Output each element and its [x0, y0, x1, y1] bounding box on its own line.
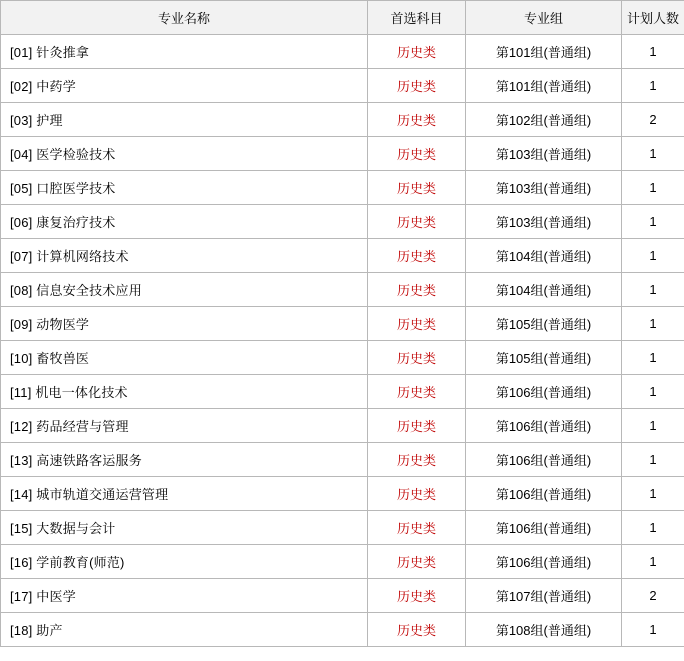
table-row	[1, 239, 684, 273]
cell-first-subject: 历史类	[368, 545, 466, 579]
table-row	[1, 511, 684, 545]
cell-major-group: 第103组(普通组)	[466, 137, 622, 171]
cell-first-subject: 历史类	[368, 477, 466, 511]
column-header-major-name: 专业名称	[1, 1, 368, 35]
cell-major-group: 第101组(普通组)	[466, 69, 622, 103]
cell-major-name: [05] 口腔医学技术	[1, 171, 368, 205]
table-row	[1, 613, 684, 647]
cell-plan-count: 1	[622, 35, 684, 69]
cell-first-subject: 历史类	[368, 409, 466, 443]
cell-major-name: [09] 动物医学	[1, 307, 368, 341]
cell-plan-count: 1	[622, 511, 684, 545]
cell-major-group: 第104组(普通组)	[466, 273, 622, 307]
cell-major-group: 第103组(普通组)	[466, 171, 622, 205]
cell-plan-count: 1	[622, 341, 684, 375]
cell-plan-count: 1	[622, 375, 684, 409]
cell-major-group: 第104组(普通组)	[466, 239, 622, 273]
table-header-row	[1, 1, 684, 35]
cell-first-subject: 历史类	[368, 375, 466, 409]
cell-plan-count: 1	[622, 307, 684, 341]
table-row	[1, 443, 684, 477]
cell-major-group: 第103组(普通组)	[466, 205, 622, 239]
cell-plan-count: 1	[622, 443, 684, 477]
table-row	[1, 579, 684, 613]
table-row	[1, 409, 684, 443]
cell-major-group: 第106组(普通组)	[466, 477, 622, 511]
cell-first-subject: 历史类	[368, 579, 466, 613]
cell-plan-count: 1	[622, 239, 684, 273]
cell-major-group: 第106组(普通组)	[466, 375, 622, 409]
table-body	[1, 35, 684, 647]
cell-first-subject: 历史类	[368, 103, 466, 137]
cell-first-subject: 历史类	[368, 239, 466, 273]
cell-major-name: [17] 中医学	[1, 579, 368, 613]
cell-major-name: [02] 中药学	[1, 69, 368, 103]
cell-major-name: [14] 城市轨道交通运营管理	[1, 477, 368, 511]
cell-major-name: [11] 机电一体化技术	[1, 375, 368, 409]
cell-plan-count: 2	[622, 579, 684, 613]
table-row	[1, 375, 684, 409]
cell-major-name: [08] 信息安全技术应用	[1, 273, 368, 307]
column-header-major-group: 专业组	[466, 1, 622, 35]
cell-first-subject: 历史类	[368, 307, 466, 341]
cell-first-subject: 历史类	[368, 137, 466, 171]
cell-plan-count: 1	[622, 545, 684, 579]
cell-first-subject: 历史类	[368, 171, 466, 205]
cell-major-group: 第105组(普通组)	[466, 307, 622, 341]
cell-major-name: [18] 助产	[1, 613, 368, 647]
cell-major-name: [06] 康复治疗技术	[1, 205, 368, 239]
cell-major-name: [15] 大数据与会计	[1, 511, 368, 545]
table-row	[1, 69, 684, 103]
cell-major-group: 第106组(普通组)	[466, 409, 622, 443]
cell-plan-count: 1	[622, 137, 684, 171]
cell-plan-count: 1	[622, 409, 684, 443]
table-row	[1, 341, 684, 375]
cell-major-name: [10] 畜牧兽医	[1, 341, 368, 375]
cell-plan-count: 1	[622, 69, 684, 103]
cell-major-name: [16] 学前教育(师范)	[1, 545, 368, 579]
cell-first-subject: 历史类	[368, 511, 466, 545]
table-row	[1, 35, 684, 69]
cell-plan-count: 2	[622, 103, 684, 137]
cell-major-name: [13] 高速铁路客运服务	[1, 443, 368, 477]
cell-plan-count: 1	[622, 205, 684, 239]
table-row	[1, 171, 684, 205]
table-row	[1, 307, 684, 341]
table-row	[1, 137, 684, 171]
table-row	[1, 477, 684, 511]
table-row	[1, 103, 684, 137]
cell-major-group: 第106组(普通组)	[466, 545, 622, 579]
cell-major-group: 第107组(普通组)	[466, 579, 622, 613]
cell-major-name: [03] 护理	[1, 103, 368, 137]
column-header-first-subject: 首选科目	[368, 1, 466, 35]
column-header-plan-count: 计划人数	[622, 1, 684, 35]
cell-major-name: [12] 药品经营与管理	[1, 409, 368, 443]
cell-plan-count: 1	[622, 613, 684, 647]
cell-plan-count: 1	[622, 273, 684, 307]
cell-major-group: 第105组(普通组)	[466, 341, 622, 375]
table-row	[1, 273, 684, 307]
cell-first-subject: 历史类	[368, 35, 466, 69]
cell-major-group: 第108组(普通组)	[466, 613, 622, 647]
cell-major-group: 第102组(普通组)	[466, 103, 622, 137]
cell-first-subject: 历史类	[368, 443, 466, 477]
cell-major-name: [01] 针灸推拿	[1, 35, 368, 69]
cell-first-subject: 历史类	[368, 613, 466, 647]
cell-major-group: 第101组(普通组)	[466, 35, 622, 69]
cell-first-subject: 历史类	[368, 205, 466, 239]
cell-first-subject: 历史类	[368, 341, 466, 375]
cell-major-group: 第106组(普通组)	[466, 443, 622, 477]
cell-first-subject: 历史类	[368, 69, 466, 103]
cell-plan-count: 1	[622, 171, 684, 205]
table-row	[1, 545, 684, 579]
table-row	[1, 205, 684, 239]
cell-first-subject: 历史类	[368, 273, 466, 307]
cell-plan-count: 1	[622, 477, 684, 511]
cell-major-name: [07] 计算机网络技术	[1, 239, 368, 273]
cell-major-group: 第106组(普通组)	[466, 511, 622, 545]
cell-major-name: [04] 医学检验技术	[1, 137, 368, 171]
